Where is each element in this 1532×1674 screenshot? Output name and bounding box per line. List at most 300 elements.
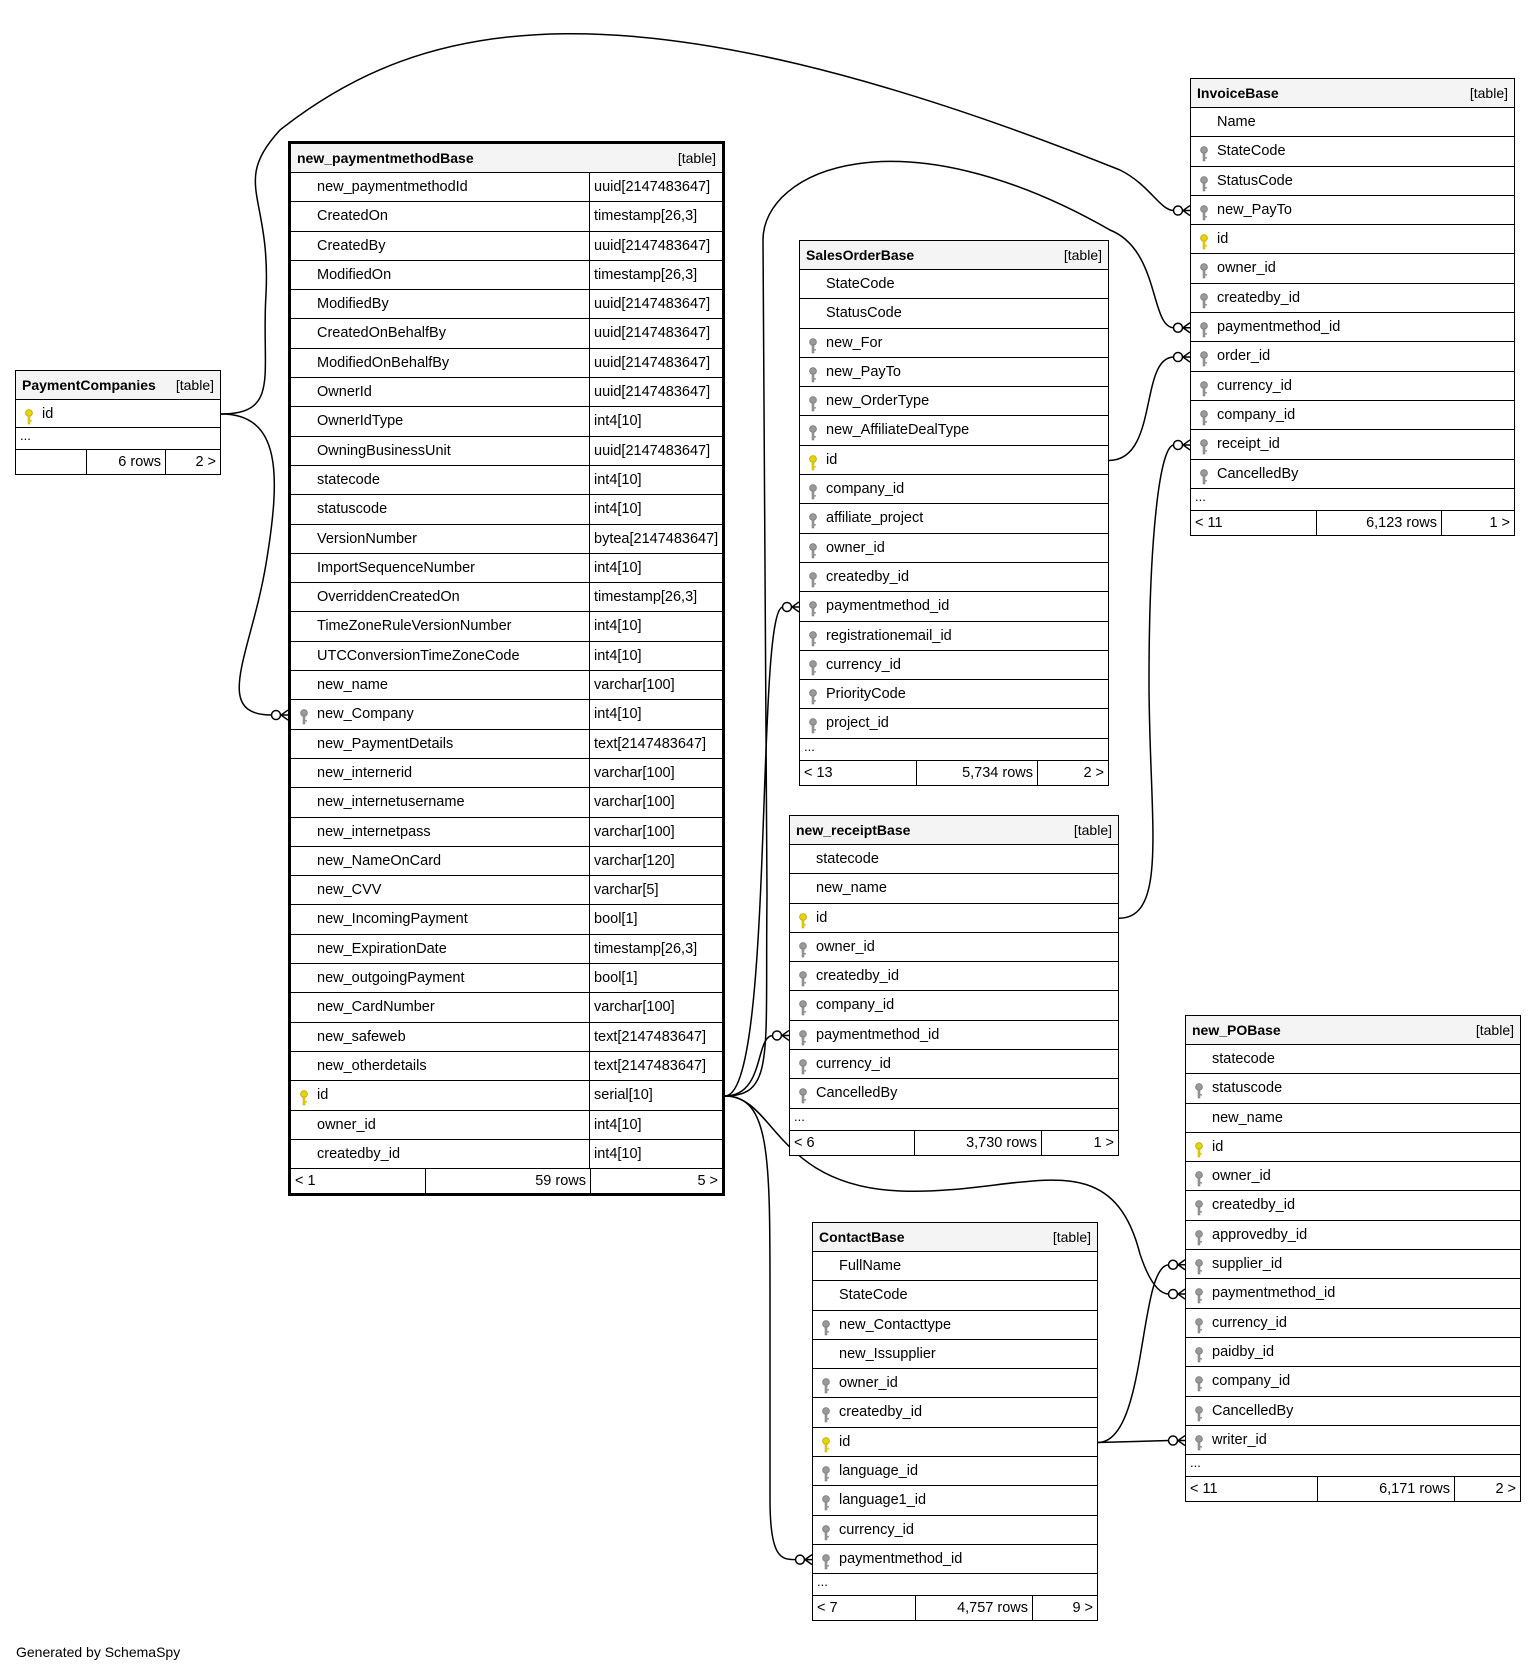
table-salesorderbase[interactable]	[799, 240, 1109, 786]
table-header[interactable]	[1186, 1016, 1520, 1045]
primary-key-icon	[1199, 232, 1209, 248]
column-name: new_internerid	[317, 764, 413, 781]
column-name: currency_id	[816, 1056, 891, 1073]
column-type: varchar[5]	[589, 876, 658, 904]
column-name: company_id	[816, 997, 895, 1014]
more-columns: ...	[1186, 1455, 1520, 1477]
wire-salesorder-pm	[725, 607, 783, 1096]
column-row[interactable]	[291, 847, 722, 876]
foreign-key-icon	[1194, 1228, 1204, 1244]
column-row[interactable]	[790, 904, 1118, 933]
column-name: new_ExpirationDate	[317, 940, 447, 957]
foreign-key-icon	[1194, 1286, 1204, 1302]
column-name: id	[839, 1433, 851, 1450]
column-name: OwnerId	[317, 384, 372, 401]
column-type: uuid[2147483647]	[589, 437, 710, 465]
column-row[interactable]	[1186, 1104, 1520, 1133]
column-name: new_name	[317, 677, 388, 694]
column-row[interactable]	[813, 1281, 1097, 1310]
column-row[interactable]	[800, 680, 1108, 709]
column-name: supplier_id	[1212, 1256, 1283, 1273]
column-name: new_Issupplier	[839, 1345, 936, 1362]
wire-writer	[1098, 1441, 1169, 1443]
column-row[interactable]	[291, 1140, 722, 1169]
children-link[interactable]: 5 >	[697, 1173, 718, 1190]
row-count: 6 rows	[86, 450, 166, 474]
column-type: varchar[100]	[589, 671, 675, 699]
column-name: StatusCode	[1217, 172, 1293, 189]
column-row[interactable]	[291, 964, 722, 993]
parents-link[interactable]: < 6	[794, 1134, 815, 1151]
column-type: text[2147483647]	[589, 1052, 706, 1080]
table-name: InvoiceBase	[1197, 85, 1279, 101]
crowfoot-marker	[1169, 1260, 1186, 1270]
foreign-key-icon	[821, 1493, 831, 1509]
column-name: id	[1212, 1138, 1224, 1155]
column-name: OverriddenCreatedOn	[317, 589, 460, 606]
foreign-key-icon	[821, 1405, 831, 1421]
column-row[interactable]	[291, 1111, 722, 1140]
column-row[interactable]	[291, 993, 722, 1022]
column-row[interactable]	[813, 1516, 1097, 1545]
column-row[interactable]	[291, 349, 722, 378]
column-name: StateCode	[1217, 143, 1286, 160]
column-type: int4[10]	[589, 700, 642, 728]
column-row[interactable]	[291, 671, 722, 700]
foreign-key-icon	[798, 1057, 808, 1073]
column-row[interactable]	[1191, 254, 1514, 283]
column-row[interactable]	[291, 1052, 722, 1081]
column-name: statecode	[317, 471, 380, 488]
children-link[interactable]: 1 >	[1093, 1134, 1114, 1151]
foreign-key-icon	[1199, 437, 1209, 453]
column-name: currency_id	[1217, 377, 1292, 394]
crowfoot-marker	[1169, 1436, 1186, 1446]
table-name: SalesOrderBase	[806, 247, 915, 263]
column-row[interactable]	[1191, 372, 1514, 401]
column-row[interactable]	[1191, 225, 1514, 254]
column-row[interactable]	[813, 1369, 1097, 1398]
table-header[interactable]	[16, 371, 220, 400]
column-row[interactable]	[291, 495, 722, 524]
foreign-key-icon	[821, 1376, 831, 1392]
column-row[interactable]	[1186, 1338, 1520, 1367]
column-type: int4[10]	[589, 612, 642, 640]
table-header[interactable]	[1191, 79, 1514, 108]
foreign-key-icon	[821, 1523, 831, 1539]
column-name: StateCode	[826, 276, 895, 292]
table-header[interactable]	[790, 816, 1118, 845]
row-count: 3,730 rows	[914, 1131, 1042, 1155]
column-row[interactable]	[800, 475, 1108, 504]
column-name: company_id	[826, 481, 905, 498]
column-type: int4[10]	[589, 466, 642, 494]
column-row[interactable]	[813, 1252, 1097, 1281]
column-name: new_PaymentDetails	[317, 735, 454, 752]
table-footer	[1191, 511, 1514, 535]
row-count: 59 rows	[425, 1169, 591, 1193]
column-name: owner_id	[826, 539, 885, 556]
column-name: OwningBusinessUnit	[317, 442, 451, 459]
column-row[interactable]	[800, 592, 1108, 621]
column-row[interactable]	[790, 933, 1118, 962]
column-row[interactable]	[1186, 1191, 1520, 1220]
crowfoot-marker	[1169, 1289, 1186, 1299]
column-row[interactable]	[1191, 342, 1514, 371]
column-name: company_id	[1212, 1373, 1291, 1390]
column-row[interactable]	[291, 378, 722, 407]
column-name: OwnerIdType	[317, 413, 404, 430]
column-name: statecode	[816, 851, 879, 867]
wire-order	[1109, 357, 1174, 460]
column-row[interactable]	[291, 173, 722, 202]
column-row[interactable]	[291, 730, 722, 759]
column-name: order_id	[1217, 348, 1271, 365]
column-name: StatusCode	[826, 305, 902, 322]
generated-by-label[interactable]: Generated by SchemaSpy	[16, 1644, 181, 1660]
table-new-paymentmethodbase[interactable]	[288, 141, 725, 1196]
more-columns: ...	[16, 428, 220, 450]
foreign-key-icon	[808, 394, 818, 410]
column-name: ModifiedOn	[317, 266, 392, 283]
column-name: createdby_id	[1217, 289, 1301, 306]
column-row[interactable]	[291, 232, 722, 261]
column-row[interactable]	[16, 400, 220, 428]
column-row[interactable]	[1191, 430, 1514, 459]
column-name: new_CardNumber	[317, 999, 435, 1016]
table-footer	[1186, 1477, 1520, 1501]
column-row[interactable]	[1191, 460, 1514, 489]
column-type: serial[10]	[589, 1081, 653, 1109]
column-row[interactable]	[1191, 401, 1514, 430]
column-name: new_safeweb	[317, 1028, 406, 1045]
column-name: approvedby_id	[1212, 1226, 1308, 1243]
column-row[interactable]	[1186, 1250, 1520, 1279]
more-columns: ...	[790, 1109, 1118, 1131]
column-row[interactable]	[800, 622, 1108, 651]
column-row[interactable]	[800, 299, 1108, 328]
column-row[interactable]	[1191, 137, 1514, 166]
column-row[interactable]	[800, 534, 1108, 563]
column-row[interactable]	[291, 935, 722, 964]
column-name: owner_id	[1217, 260, 1276, 277]
foreign-key-icon	[1194, 1404, 1204, 1420]
column-name: new_IncomingPayment	[317, 911, 468, 928]
column-type: varchar[100]	[589, 993, 675, 1021]
column-type: int4[10]	[589, 554, 642, 582]
column-row[interactable]	[790, 874, 1118, 903]
column-row[interactable]	[291, 788, 722, 817]
crowfoot-marker	[773, 1030, 790, 1040]
foreign-key-icon	[1194, 1081, 1204, 1097]
column-name: paymentmethod_id	[826, 598, 950, 615]
column-name: createdby_id	[816, 968, 900, 985]
column-row[interactable]	[1186, 1162, 1520, 1191]
column-row[interactable]	[800, 563, 1108, 592]
parents-link[interactable]: < 13	[804, 764, 833, 781]
column-row[interactable]	[1191, 108, 1514, 137]
children-link[interactable]: 2 >	[195, 454, 216, 470]
column-row[interactable]	[1186, 1074, 1520, 1103]
column-name: new_Company	[317, 706, 414, 723]
column-row[interactable]	[813, 1457, 1097, 1486]
column-row[interactable]	[1191, 284, 1514, 313]
column-name: affiliate_project	[826, 510, 924, 527]
children-link[interactable]: 9 >	[1072, 1600, 1093, 1617]
column-row[interactable]	[800, 709, 1108, 738]
column-type: int4[10]	[589, 407, 642, 435]
column-row[interactable]	[800, 446, 1108, 475]
column-row[interactable]	[1186, 1397, 1520, 1426]
foreign-key-icon	[821, 1464, 831, 1480]
column-type: bool[1]	[589, 964, 638, 992]
column-name: createdby_id	[839, 1404, 923, 1421]
column-row[interactable]	[800, 358, 1108, 387]
column-type: uuid[2147483647]	[589, 349, 710, 377]
table-paymentcompanies[interactable]	[15, 370, 221, 475]
column-row[interactable]	[790, 845, 1118, 874]
column-name: language1_id	[839, 1492, 927, 1509]
foreign-key-icon	[1199, 467, 1209, 483]
parents-link[interactable]	[16, 450, 86, 474]
foreign-key-icon	[1199, 408, 1209, 424]
column-name: owner_id	[317, 1116, 376, 1133]
foreign-key-icon	[798, 940, 808, 956]
foreign-key-icon	[808, 570, 818, 586]
column-type: varchar[100]	[589, 788, 675, 816]
table-new-pobase[interactable]	[1185, 1015, 1521, 1502]
column-name: new_paymentmethodId	[317, 179, 468, 195]
column-name: new_name	[816, 880, 887, 897]
crowfoot-marker	[783, 602, 800, 612]
table-header[interactable]	[800, 241, 1108, 270]
column-type: timestamp[26,3]	[589, 261, 697, 289]
foreign-key-icon	[808, 511, 818, 527]
column-type: bytea[2147483647]	[589, 525, 718, 553]
column-name: paymentmethod_id	[1217, 319, 1341, 336]
wire-supplier	[1098, 1265, 1169, 1443]
column-row[interactable]	[291, 642, 722, 671]
column-name: statuscode	[317, 501, 388, 518]
children-link[interactable]: 2 >	[1083, 764, 1104, 781]
foreign-key-icon	[1199, 320, 1209, 336]
crowfoot-marker	[1174, 352, 1191, 362]
column-row[interactable]	[800, 651, 1108, 680]
column-name: PriorityCode	[826, 686, 906, 703]
column-row[interactable]	[800, 329, 1108, 358]
column-name: Name	[1217, 114, 1256, 130]
column-row[interactable]	[800, 416, 1108, 445]
column-row[interactable]	[1186, 1045, 1520, 1074]
column-name: statecode	[1212, 1051, 1275, 1067]
primary-key-icon	[24, 407, 34, 423]
foreign-key-icon	[1199, 261, 1209, 277]
parents-link[interactable]: < 1	[295, 1173, 316, 1190]
crowfoot-marker	[272, 710, 289, 720]
column-name: paidby_id	[1212, 1343, 1275, 1360]
column-row[interactable]	[291, 905, 722, 934]
column-name: new_name	[1212, 1109, 1283, 1126]
column-type: varchar[100]	[589, 818, 675, 846]
wire-company	[221, 414, 274, 715]
foreign-key-icon	[798, 998, 808, 1014]
table-header[interactable]	[813, 1223, 1097, 1252]
column-row[interactable]	[790, 1050, 1118, 1079]
table-header[interactable]	[291, 144, 722, 173]
column-row[interactable]	[291, 1081, 722, 1110]
column-row[interactable]	[291, 759, 722, 788]
column-row[interactable]	[1191, 313, 1514, 342]
foreign-key-icon	[1194, 1316, 1204, 1332]
table-kind: [table]	[1073, 822, 1112, 838]
column-row[interactable]	[1186, 1309, 1520, 1338]
column-type: int4[10]	[589, 1140, 642, 1168]
column-row[interactable]	[291, 1023, 722, 1052]
column-row[interactable]	[813, 1486, 1097, 1515]
wire-receipt	[1119, 445, 1174, 918]
column-row[interactable]	[790, 962, 1118, 991]
column-name: new_OrderType	[826, 393, 930, 410]
row-count: 4,757 rows	[915, 1596, 1033, 1620]
column-name: createdby_id	[826, 568, 910, 585]
foreign-key-icon	[1194, 1257, 1204, 1273]
column-row[interactable]	[291, 202, 722, 231]
parents-link[interactable]: < 7	[817, 1600, 838, 1617]
column-row[interactable]	[790, 1079, 1118, 1108]
column-row[interactable]	[291, 437, 722, 466]
column-row[interactable]	[1191, 167, 1514, 196]
table-footer	[813, 1596, 1097, 1620]
column-type: uuid[2147483647]	[589, 232, 710, 260]
column-row[interactable]	[291, 612, 722, 641]
column-name: paymentmethod_id	[839, 1550, 963, 1567]
column-row[interactable]	[790, 991, 1118, 1020]
column-row[interactable]	[813, 1398, 1097, 1427]
children-link[interactable]: 1 >	[1489, 514, 1510, 531]
table-invoicebase[interactable]	[1190, 78, 1515, 536]
foreign-key-icon	[821, 1552, 831, 1568]
row-count: 6,123 rows	[1316, 511, 1442, 535]
column-row[interactable]	[291, 525, 722, 554]
column-row[interactable]	[1186, 1426, 1520, 1455]
foreign-key-icon	[1194, 1374, 1204, 1390]
column-row[interactable]	[291, 407, 722, 436]
column-name: new_otherdetails	[317, 1057, 427, 1074]
foreign-key-icon	[299, 707, 309, 723]
column-name: registrationemail_id	[826, 627, 952, 644]
table-contactbase[interactable]	[812, 1222, 1098, 1621]
column-type: text[2147483647]	[589, 1023, 706, 1051]
column-name: currency_id	[839, 1521, 914, 1538]
table-new-receiptbase[interactable]	[789, 815, 1119, 1156]
column-row[interactable]	[291, 554, 722, 583]
column-name: owner_id	[839, 1375, 898, 1392]
column-row[interactable]	[800, 270, 1108, 299]
column-type: uuid[2147483647]	[589, 378, 710, 406]
column-row[interactable]	[291, 583, 722, 612]
column-name: ModifiedBy	[317, 296, 389, 313]
table-name: new_POBase	[1192, 1022, 1281, 1038]
column-row[interactable]	[1186, 1279, 1520, 1308]
column-name: CreatedOnBehalfBy	[317, 325, 446, 342]
primary-key-icon	[808, 453, 818, 469]
table-kind: [table]	[1469, 85, 1508, 101]
parents-link[interactable]: < 11	[1195, 514, 1223, 531]
foreign-key-icon	[808, 599, 818, 615]
column-name: id	[826, 451, 838, 468]
column-row[interactable]	[291, 466, 722, 495]
foreign-key-icon	[808, 629, 818, 645]
column-row[interactable]	[1186, 1221, 1520, 1250]
column-row[interactable]	[813, 1340, 1097, 1369]
foreign-key-icon	[798, 1028, 808, 1044]
column-name: paymentmethod_id	[1212, 1285, 1336, 1302]
column-row[interactable]	[813, 1311, 1097, 1340]
row-count: 5,734 rows	[916, 761, 1038, 785]
parents-link[interactable]: < 11	[1190, 1481, 1218, 1498]
foreign-key-icon	[1199, 349, 1209, 365]
foreign-key-icon	[808, 716, 818, 732]
column-row[interactable]	[800, 387, 1108, 416]
column-type: uuid[2147483647]	[589, 290, 710, 318]
table-kind: [table]	[1063, 247, 1102, 263]
column-row[interactable]	[790, 1021, 1118, 1050]
column-row[interactable]	[291, 290, 722, 319]
table-footer	[16, 450, 220, 474]
table-name: new_receiptBase	[796, 822, 911, 838]
column-name: new_PayTo	[826, 363, 901, 380]
column-name: owner_id	[1212, 1168, 1271, 1185]
table-kind: [table]	[677, 150, 716, 166]
foreign-key-icon	[808, 541, 818, 557]
column-row[interactable]	[291, 261, 722, 290]
column-row[interactable]	[1186, 1133, 1520, 1162]
column-type: int4[10]	[589, 495, 642, 523]
column-name: StateCode	[839, 1287, 908, 1304]
column-row[interactable]	[813, 1428, 1097, 1457]
column-type: timestamp[26,3]	[589, 202, 697, 230]
column-row[interactable]	[813, 1545, 1097, 1574]
column-row[interactable]	[800, 504, 1108, 533]
column-name: receipt_id	[1217, 436, 1280, 453]
crowfoot-marker	[1174, 440, 1191, 450]
column-name: new_NameOnCard	[317, 852, 442, 869]
foreign-key-icon	[808, 687, 818, 703]
column-row[interactable]	[1186, 1367, 1520, 1396]
column-row[interactable]	[291, 700, 722, 729]
column-type: uuid[2147483647]	[589, 319, 710, 347]
foreign-key-icon	[808, 365, 818, 381]
column-name: ImportSequenceNumber	[317, 559, 475, 576]
column-row[interactable]	[291, 319, 722, 348]
table-kind: [table]	[1052, 1229, 1091, 1245]
table-name: new_paymentmethodBase	[297, 150, 474, 166]
column-row[interactable]	[1191, 196, 1514, 225]
column-name: new_internetusername	[317, 794, 465, 811]
column-name: company_id	[1217, 406, 1296, 423]
row-count: 6,171 rows	[1317, 1477, 1455, 1501]
column-name: new_For	[826, 334, 883, 351]
column-type: uuid[2147483647]	[589, 173, 710, 201]
foreign-key-icon	[798, 1086, 808, 1102]
column-row[interactable]	[291, 818, 722, 847]
foreign-key-icon	[821, 1318, 831, 1334]
column-row[interactable]	[291, 876, 722, 905]
more-columns: ...	[1191, 489, 1514, 511]
crowfoot-marker	[1174, 323, 1191, 333]
children-link[interactable]: 2 >	[1495, 1481, 1516, 1498]
table-name: ContactBase	[819, 1229, 905, 1245]
